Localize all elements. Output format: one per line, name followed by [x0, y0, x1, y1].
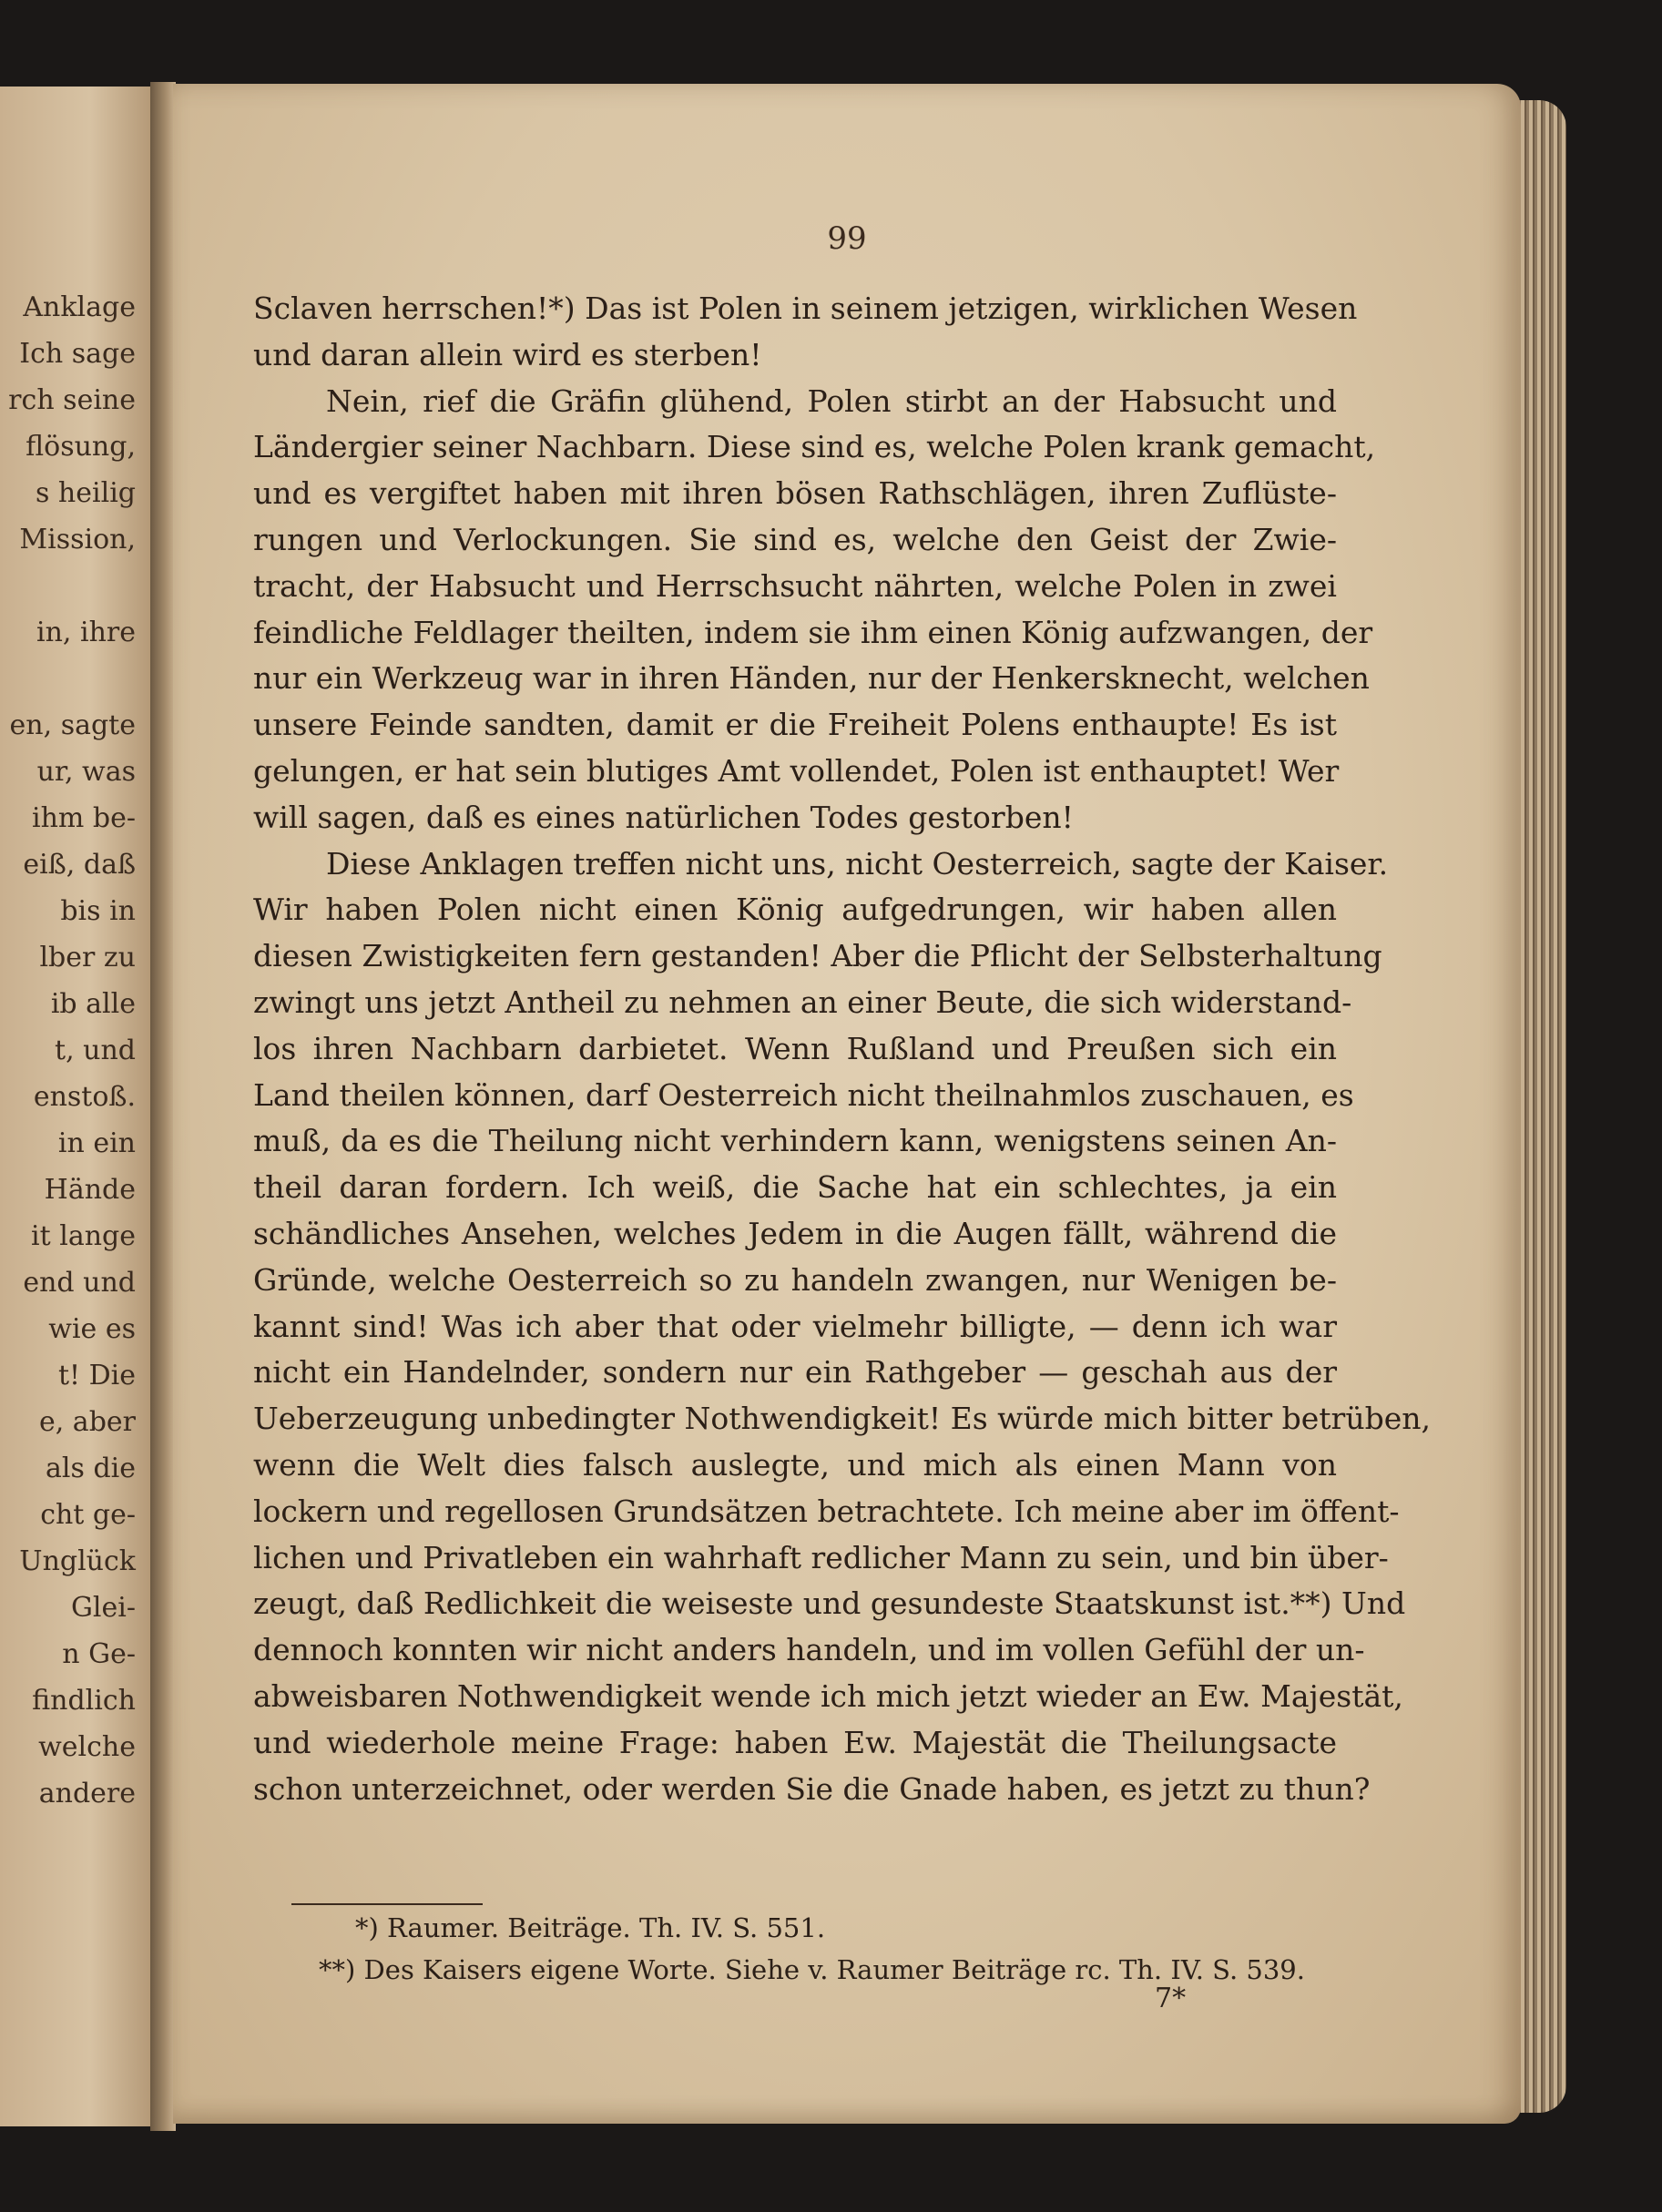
- left-page-text-fragment: it lange: [31, 1220, 136, 1252]
- left-page-text-fragment: ur, was: [36, 756, 136, 788]
- text-line: diesen Zwistigkeiten fern gestanden! Aber die Pflicht der Selbsterhaltung: [253, 938, 1382, 974]
- text-line: Nein, rief die Gräfin glühend, Polen stirbt an der Habsucht und: [326, 382, 1337, 419]
- body-text: [253, 286, 1431, 1812]
- text-line: Sclaven herrschen!*) Das ist Polen in seinem jetzigen, wirklichen Wesen: [253, 291, 1358, 326]
- footnote-rule: [291, 1903, 483, 1905]
- text-line: nicht ein Handelnder, sondern nur ein Rathgeber — geschah aus der: [253, 1354, 1337, 1391]
- text-line: zwingt uns jetzt Antheil zu nehmen an einer Beute, die sich widerstand-: [253, 984, 1352, 1020]
- left-page-text-fragment: cht ge-: [40, 1499, 136, 1531]
- left-page-text-fragment: welche: [38, 1731, 136, 1763]
- text-line: rungen und Verlockungen. Sie sind es, welche den Geist der Zwie-: [253, 521, 1337, 557]
- page-number: 99: [827, 220, 867, 257]
- text-line: Wir haben Polen nicht einen König aufgedrungen, wir haben allen: [253, 892, 1337, 928]
- text-line: und daran allein wird es sterben!: [253, 336, 762, 372]
- signature-mark: 7*: [1155, 1983, 1187, 2014]
- left-page-text-fragment: ib alle: [50, 988, 136, 1020]
- text-line: lichen und Privatleben ein wahrhaft redlicher Mann zu sein, und bin über-: [253, 1539, 1389, 1575]
- text-line: gelungen, er hat sein blutiges Amt vollendet, Polen ist enthauptet! Wer: [253, 752, 1340, 789]
- text-line: schon unterzeichnet, oder werden Sie die Gnade haben, es jetzt zu thun?: [253, 1770, 1371, 1807]
- left-page-text-fragment: in ein: [57, 1127, 136, 1159]
- text-line: Diese Anklagen treffen nicht uns, nicht Oesterreich, sagte der Kaiser.: [326, 845, 1389, 882]
- left-page-fragment: [0, 87, 150, 2126]
- text-line: Land theilen können, darf Oesterreich nicht theilnahmlos zuschauen, es: [253, 1076, 1354, 1113]
- right-page: [173, 84, 1521, 2124]
- left-page-text-fragment: wie es: [48, 1313, 136, 1345]
- left-page-text-fragment: t! Die: [57, 1360, 136, 1391]
- text-line: los ihren Nachbarn darbietet. Wenn Rußland und Preußen sich ein: [253, 1030, 1337, 1066]
- text-line: zeugt, daß Redlichkeit die weiseste und gesundeste Staatskunst ist.**) Und: [253, 1585, 1406, 1622]
- left-page-text-fragment: ihm be-: [32, 802, 136, 834]
- text-line: und es vergiftet haben mit ihren bösen Rathschlägen, ihren Zuflüste-: [253, 475, 1337, 512]
- left-page-text-fragment: Hände: [44, 1174, 136, 1206]
- left-page-text-fragment: enstoß.: [33, 1081, 136, 1113]
- text-line: Gründe, welche Oesterreich so zu handeln zwangen, nur Wenigen be-: [253, 1261, 1337, 1298]
- left-page-text-fragment: in, ihre: [36, 617, 136, 648]
- left-page-text-fragment: Ich sage: [19, 338, 136, 370]
- text-line: schändliches Ansehen, welches Jedem in die Augen fällt, während die: [253, 1215, 1337, 1251]
- text-line: will sagen, daß es eines natürlichen Todes gestorben!: [253, 799, 1074, 835]
- left-page-text-fragment: n Ge-: [62, 1638, 136, 1670]
- left-page-text-fragment: flösung,: [25, 431, 136, 463]
- left-page-text-fragment: Glei-: [70, 1592, 136, 1624]
- left-page-text-fragment: end und: [23, 1267, 136, 1299]
- text-line: dennoch konnten wir nicht anders handeln, und im vollen Gefühl der un-: [253, 1632, 1365, 1668]
- left-page-text-fragment: eiß, daß: [23, 849, 136, 881]
- left-page-text-fragment: en, sagte: [9, 709, 136, 741]
- text-line: nur ein Werkzeug war in ihren Händen, nur der Henkersknecht, welchen: [253, 660, 1370, 697]
- left-page-text-fragment: e, aber: [38, 1406, 136, 1438]
- left-page-text-fragment: t, und: [55, 1035, 136, 1066]
- text-line: feindliche Feldlager theilten, indem sie ihm einen König aufzwangen, der: [253, 614, 1373, 650]
- left-page-text-fragment: Anklage: [23, 291, 136, 323]
- text-line: theil daran fordern. Ich weiß, die Sache hat ein schlechtes, ja ein: [253, 1169, 1337, 1206]
- book-gutter: [150, 82, 176, 2131]
- text-line: muß, da es die Theilung nicht verhindern kann, wenigstens seinen An-: [253, 1123, 1337, 1159]
- footnote-1: *) Raumer. Beiträge. Th. IV. S. 551.: [355, 1912, 826, 1943]
- text-line: unsere Feinde sandten, damit er die Freiheit Polens enthaupte! Es ist: [253, 707, 1337, 743]
- left-page-text-fragment: bis in: [60, 895, 136, 927]
- text-line: tracht, der Habsucht und Herrschsucht nährten, welche Polen in zwei: [253, 567, 1337, 604]
- text-line: und wiederhole meine Frage: haben Ew. Majestät die Theilungsacte: [253, 1724, 1337, 1760]
- text-line: lockern und regellosen Grundsätzen betrachtete. Ich meine aber im öffent-: [253, 1493, 1400, 1529]
- left-page-text-fragment: rch seine: [8, 384, 136, 416]
- footnote-2: **) Des Kaisers eigene Worte. Siehe v. Raumer Beiträge rc. Th. IV. S. 539.: [319, 1954, 1305, 1985]
- text-line: kannt sind! Was ich aber that oder vielmehr billigte, — denn ich war: [253, 1308, 1337, 1344]
- left-page-text-fragment: findlich: [32, 1685, 136, 1717]
- text-line: wenn die Welt dies falsch auslegte, und mich als einen Mann von: [253, 1446, 1337, 1483]
- left-page-text-fragment: Unglück: [19, 1545, 136, 1577]
- left-page-text-fragment: Mission,: [19, 524, 136, 556]
- left-page-text-fragment: lber zu: [39, 942, 136, 973]
- text-line: abweisbaren Nothwendigkeit wende ich mich jetzt wieder an Ew. Majestät,: [253, 1677, 1403, 1714]
- text-line: Ueberzeugung unbedingter Nothwendigkeit! Es würde mich bitter betrüben,: [253, 1401, 1431, 1437]
- left-page-text-fragment: als die: [46, 1453, 136, 1484]
- left-page-text-fragment: andere: [38, 1778, 136, 1809]
- left-page-text-fragment: s heilig: [36, 477, 136, 509]
- text-line: Ländergier seiner Nachbarn. Diese sind es, welche Polen krank gemacht,: [253, 429, 1376, 465]
- footnotes: [319, 1907, 1339, 1991]
